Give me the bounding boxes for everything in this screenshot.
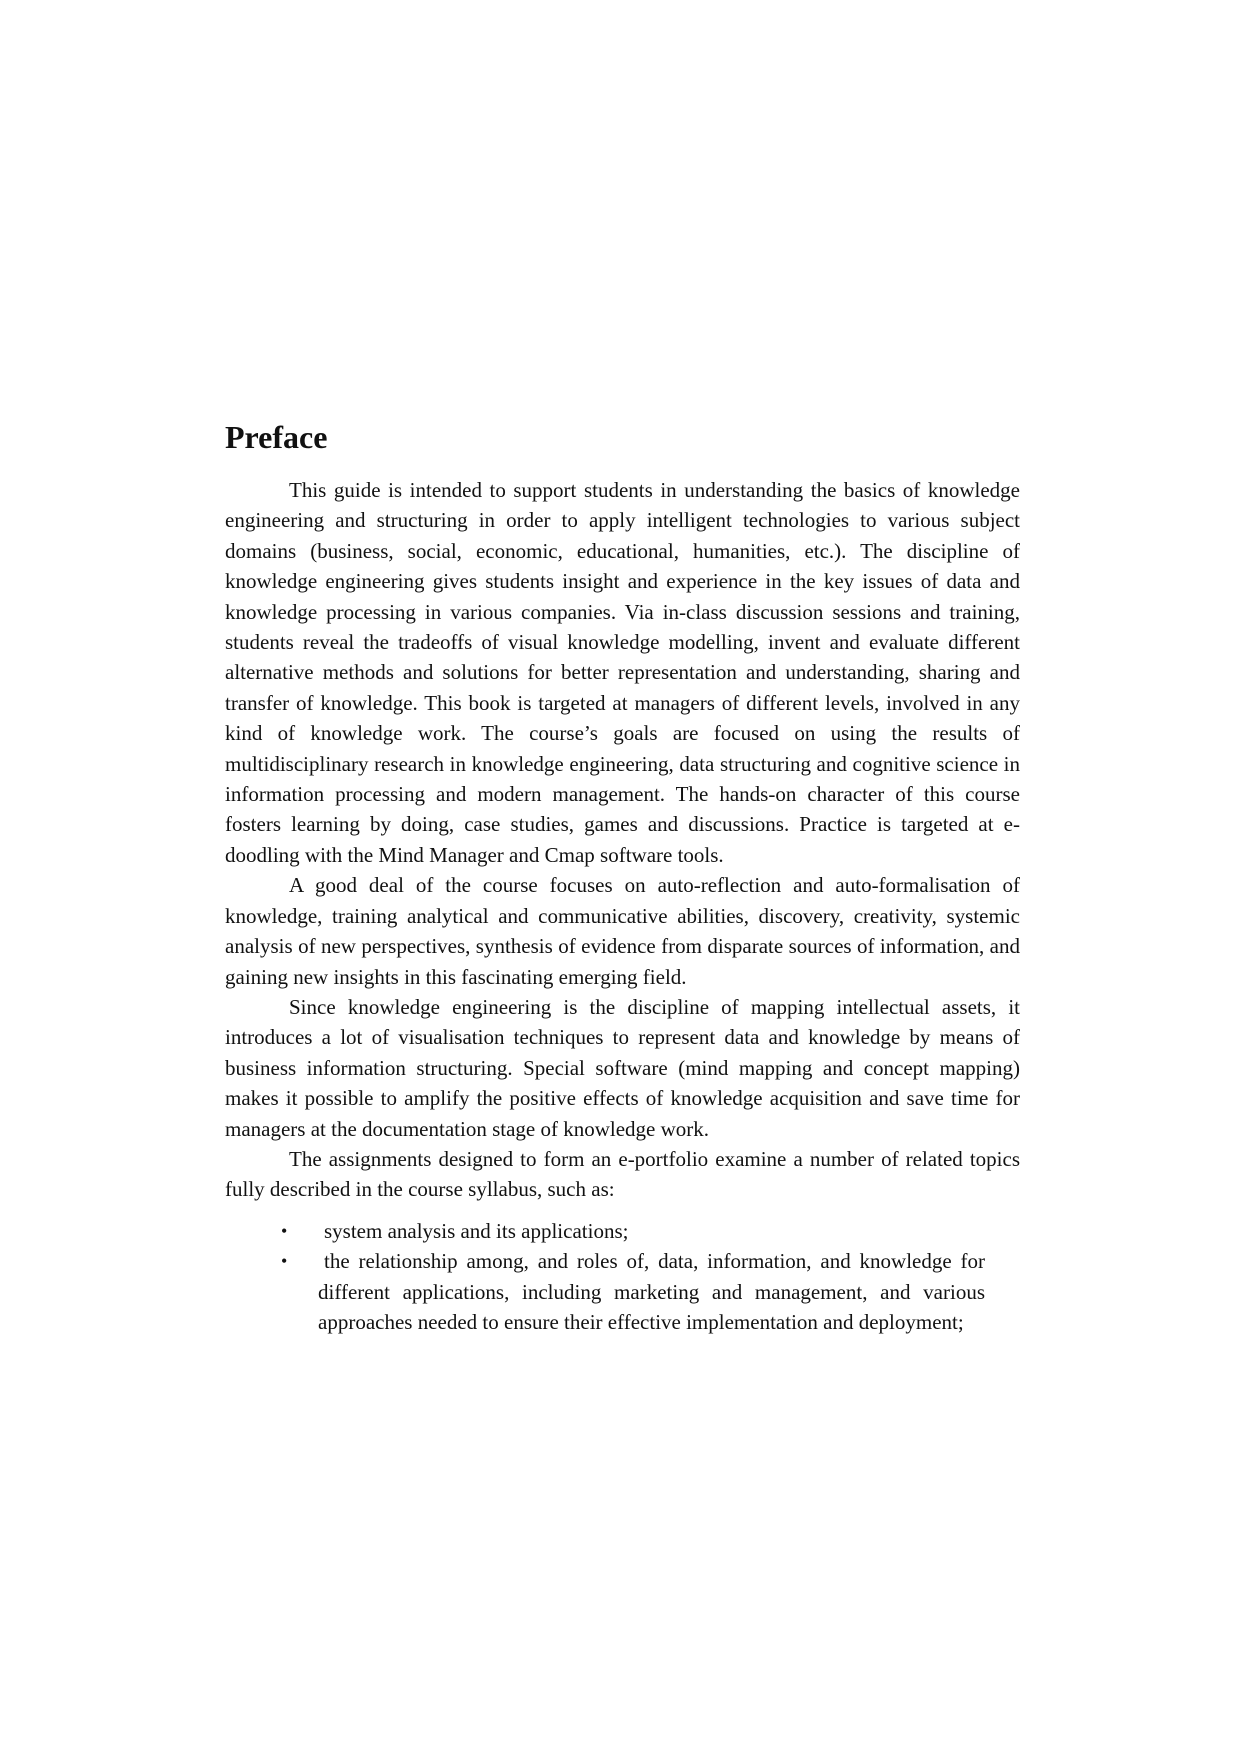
paragraph-1: This guide is intended to support students in understanding the basics of knowledge engineering and structuring in order to apply intelligent technologies to various subject domains (business, social, economic, educational, humanities, etc.). The discipline of knowledge engineering gives students insight and experience in the key issues of data and knowledge processing in various companies. Via in-class discussion sessions and training, students reveal the tradeoffs of visual knowledge modelling, invent and evaluate different alternative methods and solutions for better representation and understanding, sharing and transfer of knowledge. This book is targeted at managers of different levels, involved in any kind of knowledge work. The course’s goals are focused on using the results of multidisciplinary research in knowledge engineering, data structuring and cognitive science in information processing and modern management. The hands-on character of this course fosters learning by doing, case studies, games and discussions. Practice is targeted at e-doodling with the Mind Manager and Cmap software tools. [225,478,1020,867]
paragraph-4: The assignments designed to form an e-portfolio examine a number of related topics fully described in the course syllabus, such as: [225,1146,1020,1202]
list-item [281,1246,985,1337]
topic-list [225,1216,1020,1338]
paragraph-3: Since knowledge engineering is the discipline of mapping intellectual assets, it introduces a lot of visualisation techniques to represent data and knowledge by means of business information structuring. Special software (mind mapping and concept mapping) makes it possible to amplify the positive effects of knowledge acquisition and save time for managers at the documentation stage of knowledge work. [225,994,1020,1141]
bullet-icon: • [281,1251,288,1272]
preface-body [225,475,1020,1337]
bullet-icon: • [281,1220,288,1241]
list-item [281,1216,985,1246]
paragraph-2: A good deal of the course focuses on auto-reflection and auto-formalisation of knowledge, training analytical and communicative abilities, discovery, creativity, systemic analysis of new perspectives, synthesis of evidence from disparate sources of information, and gaining new insights in this fascinating emerging field. [225,873,1020,989]
list-item-text: system analysis and its applications; [324,1218,629,1243]
list-item-text: the relationship among, and roles of, data, information, and knowledge for different applications, including marketing and management, and various approaches needed to ensure their effective implementation and deployment; [318,1249,985,1334]
page-title: Preface [225,419,328,455]
